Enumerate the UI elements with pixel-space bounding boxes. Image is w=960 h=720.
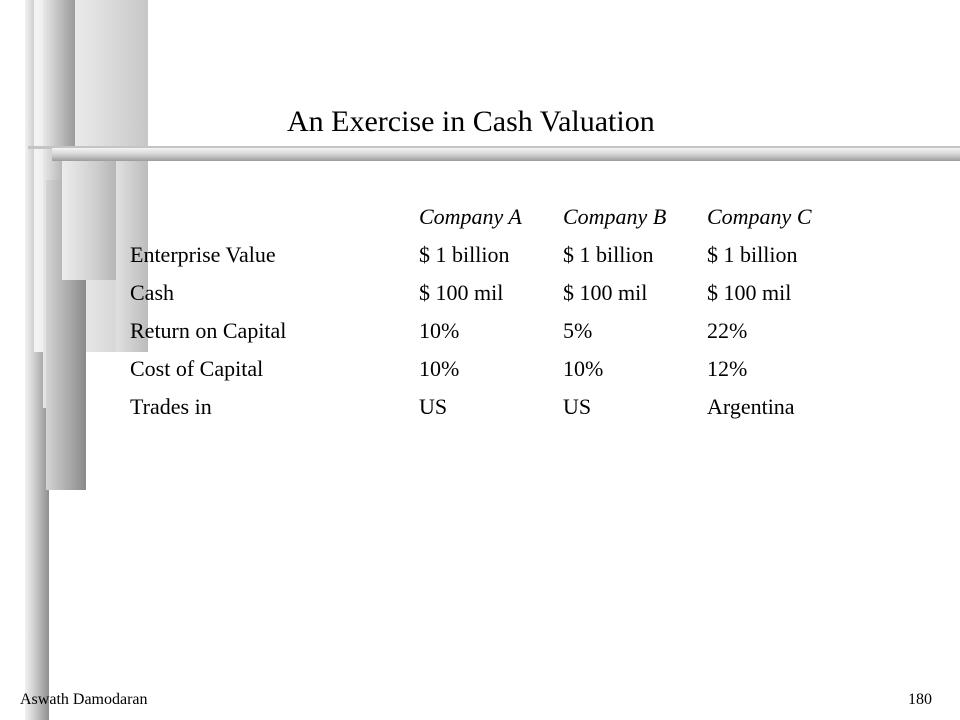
table-cell: $ 1 billion bbox=[419, 242, 510, 267]
row-label: Cost of Capital bbox=[130, 356, 264, 381]
table-row bbox=[130, 350, 837, 388]
table-cell: Argentina bbox=[707, 394, 795, 419]
table-cell: 5% bbox=[563, 318, 593, 343]
table-cell: 10% bbox=[419, 356, 460, 381]
row-label: Return on Capital bbox=[130, 318, 287, 343]
header-company-c: Company C bbox=[707, 204, 812, 229]
table-cell: $ 100 mil bbox=[707, 280, 792, 305]
table-cell: $ 1 billion bbox=[563, 242, 654, 267]
table-cell: $ 100 mil bbox=[419, 280, 504, 305]
table-row bbox=[130, 236, 837, 274]
table-header-row bbox=[130, 198, 837, 236]
page-number: 180 bbox=[908, 691, 932, 708]
header-company-a: Company A bbox=[419, 204, 522, 229]
table-row bbox=[130, 312, 837, 350]
decorative-bar bbox=[62, 160, 117, 280]
table-row bbox=[130, 274, 837, 312]
header-cell-empty bbox=[130, 198, 419, 236]
table-cell: $ 1 billion bbox=[707, 242, 798, 267]
row-label: Enterprise Value bbox=[130, 242, 276, 267]
table-cell: 12% bbox=[707, 356, 748, 381]
footer-author: Aswath Damodaran bbox=[20, 691, 148, 708]
table-cell: US bbox=[563, 394, 592, 419]
table-cell: $ 100 mil bbox=[563, 280, 648, 305]
row-label: Trades in bbox=[130, 394, 212, 419]
table-cell: 10% bbox=[563, 356, 604, 381]
comparison-table bbox=[130, 198, 837, 426]
header-company-b: Company B bbox=[563, 204, 667, 229]
table-cell: 22% bbox=[707, 318, 748, 343]
slide-title: An Exercise in Cash Valuation bbox=[287, 105, 655, 138]
table-cell: 10% bbox=[419, 318, 460, 343]
row-label: Cash bbox=[130, 280, 174, 305]
table-cell: US bbox=[419, 394, 448, 419]
table-row bbox=[130, 388, 837, 426]
title-divider-bar bbox=[52, 148, 960, 161]
